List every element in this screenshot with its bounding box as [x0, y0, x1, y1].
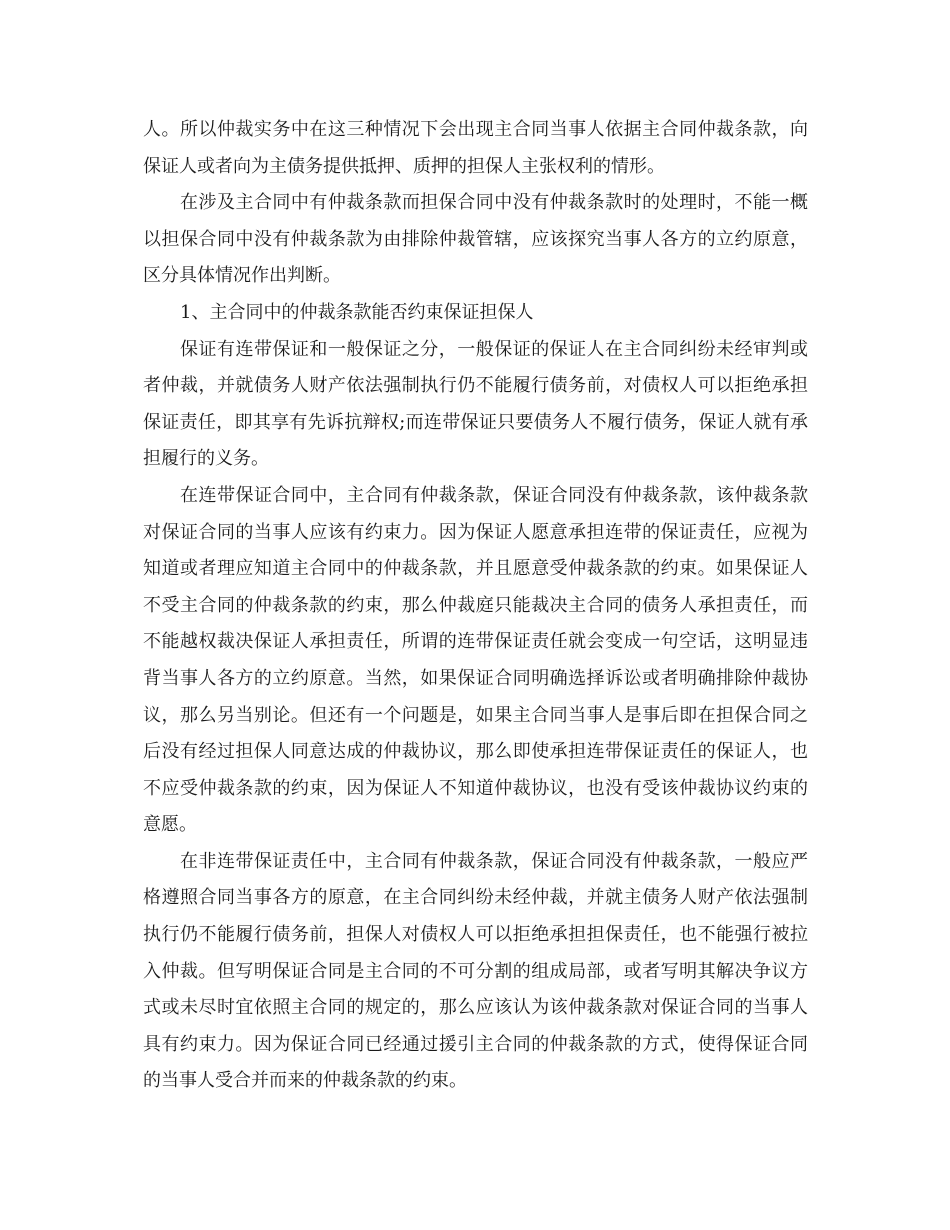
section-heading: 1、主合同中的仲裁条款能否约束保证担保人	[180, 301, 534, 323]
paragraph-joint-guarantee: 在连带保证合同中，主合同有仲裁条款，保证合同没有仲裁条款，该仲裁条款对保证合同的当事人应该有约束力。因为保证人愿意承担连带的保证责任，应视为知道或者理应知道主合同中的仲裁条款，并且愿意受仲裁条款的约束。如果保证人不受主合同的仲裁条款的约束，那么仲裁庭只能裁决主合同的债务人承担责任，而不能越权裁决保证人承担责任，所谓的连带保证责任就会变成一句空话，这明显违背当事人各方的立约原意。当然，如果保证合同明确选择诉讼或者明确排除仲裁协议，那么另当别论。但还有一个问题是，如果主合同当事人是事后即在担保合同之后没有经过担保人同意达成的仲裁协议，那么即使承担连带保证责任的保证人，也不应受仲裁条款的约束，因为保证人不知道仲裁协议，也没有受该仲裁协议约束的意愿。	[143, 484, 808, 836]
paragraph-continuation: 人。所以仲裁实务中在这三种情况下会出现主合同当事人依据主合同仲裁条款，向保证人或者向为主债务提供抵押、质押的担保人主张权利的情形。	[143, 119, 808, 177]
paragraph-guarantee-types: 保证有连带保证和一般保证之分，一般保证的保证人在主合同纠纷未经审判或者仲裁，并就债务人财产依法强制执行仍不能履行债务前，对债权人可以拒绝承担保证责任，即其享有先诉抗辩权;而连带保证只要债务人不履行债务，保证人就有承担履行的义务。	[143, 338, 808, 470]
document-body	[143, 112, 808, 1100]
paragraph-handling-principle: 在涉及主合同中有仲裁条款而担保合同中没有仲裁条款时的处理时，不能一概以担保合同中没有仲裁条款为由排除仲裁管辖，应该探究当事人各方的立约原意，区分具体情况作出判断。	[143, 192, 808, 287]
paragraph-non-joint-guarantee: 在非连带保证责任中，主合同有仲裁条款，保证合同没有仲裁条款，一般应严格遵照合同当事各方的原意，在主合同纠纷未经仲裁，并就主债务人财产依法强制执行仍不能履行债务前，担保人对债权人可以拒绝承担担保责任，也不能强行被拉入仲裁。但写明保证合同是主合同的不可分割的组成局部，或者写明其解决争议方式或未尽时宜依照主合同的规定的，那么应该认为该仲裁条款对保证合同的当事人具有约束力。因为保证合同已经通过援引主合同的仲裁条款的方式，使得保证合同的当事人受合并而来的仲裁条款的约束。	[143, 850, 808, 1092]
